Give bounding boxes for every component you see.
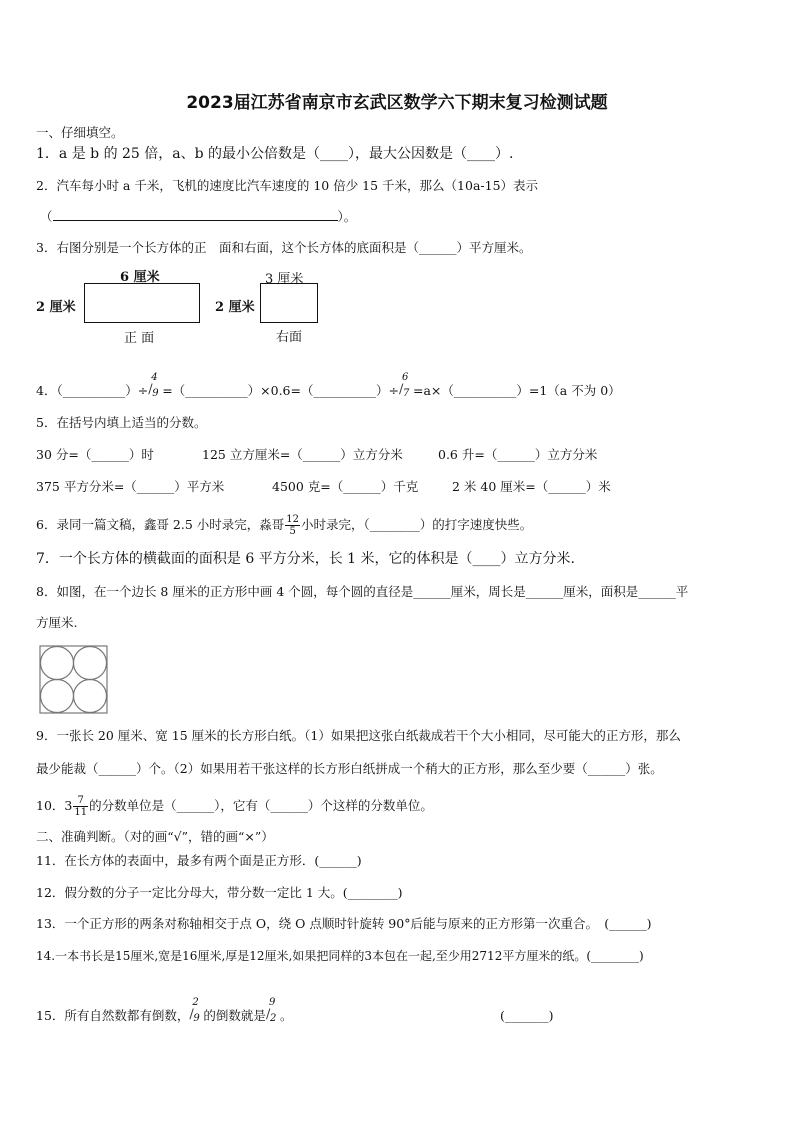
fraction-numerator: 2 bbox=[192, 996, 199, 1008]
front-face-caption: 正 面 bbox=[124, 331, 155, 346]
fraction-2-9 bbox=[189, 996, 203, 1025]
question-4-part-2: =（__________）×0.6=（__________）÷ bbox=[162, 383, 399, 398]
question-5: 5．在括号内填上适当的分数。 bbox=[36, 415, 207, 430]
question-8-line-1: 8．如图，在一个边长 8 厘米的正方形中画 4 个圆，每个圆的直径是______厘米，周长是______厘米，面积是______平 bbox=[36, 584, 689, 599]
fraction-slash: / bbox=[265, 1006, 271, 1022]
question-3: 3．右图分别是一个长方体的正 面和右面，这个长方体的底面积是（______）平方厘米。 bbox=[36, 240, 532, 255]
front-face-rectangle bbox=[84, 283, 200, 323]
fraction-numerator: 12 bbox=[286, 514, 300, 525]
right-face-left-label: 2 厘米 bbox=[215, 300, 255, 315]
fraction-numerator: 7 bbox=[73, 795, 88, 807]
question-15-part-2: 的倒数就是 bbox=[203, 1008, 266, 1023]
right-face-top-label: 3 厘米 bbox=[265, 272, 304, 287]
fraction-numerator: 4 bbox=[151, 371, 158, 383]
front-face-left-label: 2 厘米 bbox=[36, 300, 76, 315]
fraction-denominator: 9 bbox=[152, 387, 159, 399]
question-6-part-2: 小时录完，（________）的打字速度快些。 bbox=[301, 517, 533, 532]
fraction-denominator: 2 bbox=[269, 1012, 277, 1024]
fraction-slash: / bbox=[148, 381, 153, 397]
circle-top-left bbox=[41, 647, 74, 680]
question-2-line-1: 2．汽车每小时 a 千米，飞机的速度比汽车速度的 10 倍少 15 千米，那么（10a-15）表示 bbox=[36, 178, 539, 193]
question-2-close-paren: ）。 bbox=[337, 209, 357, 224]
fraction-9-2 bbox=[265, 996, 280, 1025]
section-2-heading: 二、准确判断。（对的画“√”，错的画“×”） bbox=[36, 829, 274, 844]
fraction-numerator: 6 bbox=[401, 371, 409, 383]
question-5-row-2-item-3: 2 米 40 厘米=（______）米 bbox=[452, 479, 611, 494]
question-4 bbox=[36, 371, 621, 400]
fraction-slash: / bbox=[398, 381, 404, 397]
question-9-line-2: 最少能裁（______）个。（2）如果用若干张这样的长方形白纸拼成一个稍大的正方形，那么至少要（______）张。 bbox=[36, 761, 663, 776]
question-6 bbox=[36, 514, 532, 537]
fraction-denominator: 5 bbox=[289, 526, 296, 537]
front-face-top-label: 6 厘米 bbox=[120, 270, 160, 285]
question-9-line-1: 9．一张长 20 厘米、宽 15 厘米的长方形白纸。（1）如果把这张白纸裁成若干个大小相同，尽可能大的正方形，那么 bbox=[36, 728, 681, 743]
question-2-open-paren: （ bbox=[40, 209, 53, 224]
question-6-part-1: 6．录同一篇文稿，鑫哥 2.5 小时录完，淼哥 bbox=[36, 517, 285, 532]
question-13: 13．一个正方形的两条对称轴相交于点 O，绕 O 点顺时针旋转 90°后能与原来的正方形第一次重合。 (______) bbox=[36, 916, 652, 931]
question-15-part-1: 15．所有自然数都有倒数， bbox=[36, 1008, 190, 1023]
question-12: 12．假分数的分子一定比分母大，带分数一定比 1 大。(________) bbox=[36, 885, 403, 900]
question-2-line-2 bbox=[40, 208, 356, 225]
fraction-denominator: 9 bbox=[193, 1012, 200, 1024]
question-15-answer: (_______) bbox=[500, 1008, 554, 1023]
fraction-denominator: 11 bbox=[74, 807, 88, 818]
right-face-caption: 右面 bbox=[276, 330, 303, 345]
fraction-numerator: 9 bbox=[268, 996, 276, 1008]
question-15 bbox=[36, 996, 293, 1025]
question-15-part-3: 。 bbox=[279, 1008, 293, 1023]
question-4-part-1: 4．（__________）÷ bbox=[36, 383, 149, 398]
fraction-denominator: 7 bbox=[402, 387, 410, 399]
question-8-line-2: 方厘米. bbox=[36, 615, 78, 630]
question-2-answer-blank bbox=[53, 208, 338, 221]
circle-bottom-left bbox=[41, 680, 74, 713]
circle-top-right bbox=[74, 647, 107, 680]
fraction-6-7 bbox=[398, 371, 413, 400]
question-10 bbox=[36, 795, 433, 818]
question-1: 1．a 是 b 的 25 倍，a、b 的最小公倍数是（____），最大公因数是（____）. bbox=[36, 146, 514, 162]
fraction-4-9 bbox=[148, 371, 162, 400]
question-10-rest: 的分数单位是（______），它有（______）个这样的分数单位。 bbox=[89, 798, 433, 813]
outer-square bbox=[40, 646, 107, 713]
question-5-row-1-item-1: 30 分=（______）时 bbox=[36, 447, 154, 462]
question-10-prefix: 10． bbox=[36, 798, 65, 813]
page-title: 2023届江苏省南京市玄武区数学六下期末复习检测试题 bbox=[186, 93, 608, 113]
question-5-row-1-item-2: 125 立方厘米=（______）立方分米 bbox=[202, 447, 403, 462]
circle-bottom-right bbox=[74, 680, 107, 713]
section-1-heading: 一、仔细填空。 bbox=[36, 125, 124, 140]
mixed-number-whole: 3 bbox=[64, 798, 73, 813]
square-with-four-circles-figure bbox=[39, 645, 109, 715]
question-5-row-2-item-1: 375 平方分米=（______）平方米 bbox=[36, 479, 225, 494]
question-5-row-2-item-2: 4500 克=（______）千克 bbox=[272, 479, 419, 494]
question-4-part-3: =a×（__________）=1（a 不为 0） bbox=[412, 383, 621, 398]
question-11: 11．在长方体的表面中，最多有两个面是正方形．(______) bbox=[36, 853, 362, 868]
fraction-7-11 bbox=[73, 795, 88, 818]
question-7: 7．一个长方体的横截面的面积是 6 平方分米，长 1 米，它的体积是（____）立方分米. bbox=[36, 551, 575, 567]
question-5-row-1-item-3: 0.6 升=（______）立方分米 bbox=[438, 447, 598, 462]
right-face-rectangle bbox=[260, 283, 318, 323]
question-14: 14.一本书长是15厘米,宽是16厘米,厚是12厘米,如果把同样的3本包在一起,至少用2712平方厘米的纸。(________) bbox=[36, 949, 644, 963]
fraction-12-5 bbox=[285, 514, 300, 537]
fraction-slash: / bbox=[189, 1006, 194, 1022]
